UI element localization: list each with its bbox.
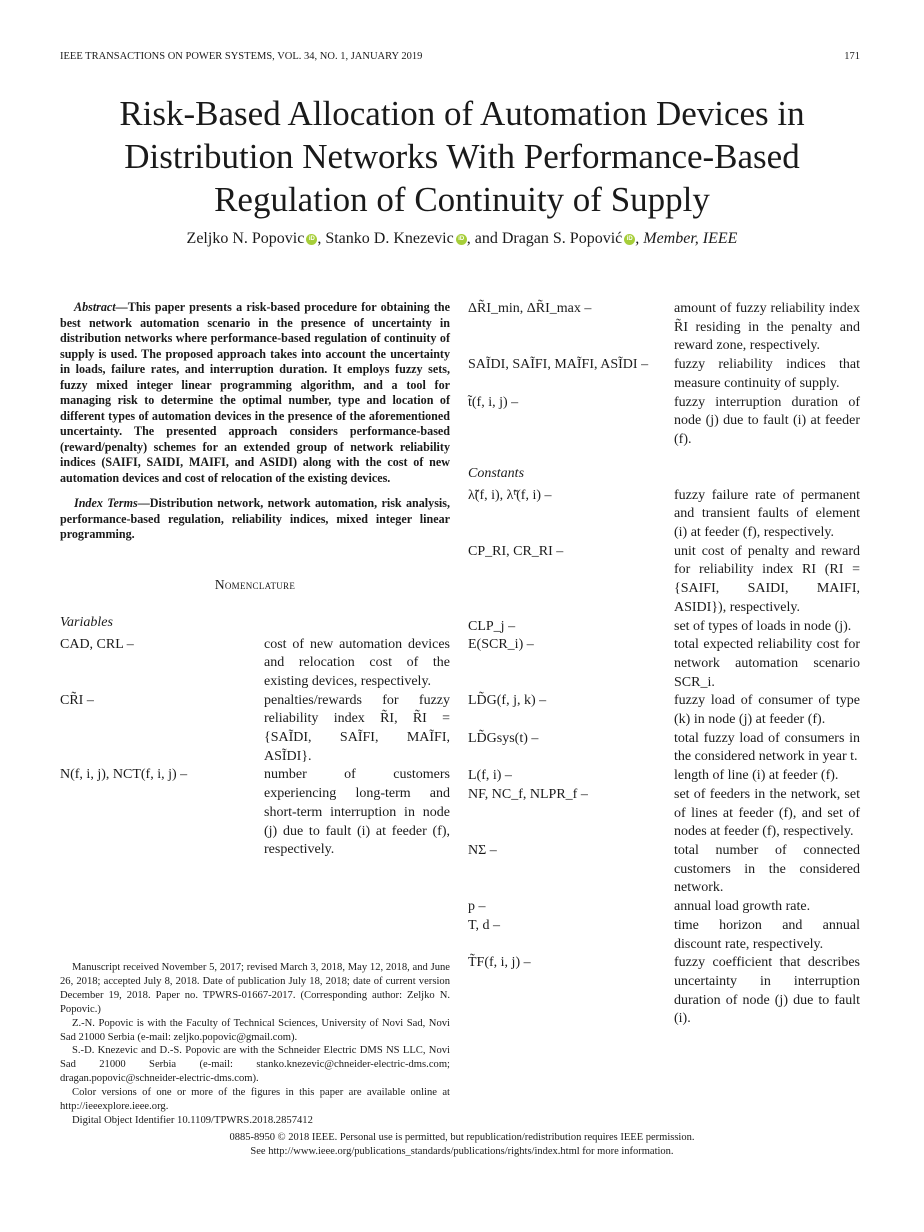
entry-desc: fuzzy coefficient that describes uncertainty in interruption duration of node (j) due to fault (i). (674, 955, 860, 1027)
entry-desc: cost of new automation devices and relocation cost of the existing devices, respectively. (264, 636, 450, 689)
orcid-icon[interactable]: iD (624, 234, 635, 245)
nomenclature-entry (468, 786, 860, 842)
entry-term: T, d – (468, 917, 501, 933)
entry-term: LD̃Gsys(t) – (468, 730, 539, 746)
entry-desc: set of feeders in the network, set of lines at feeder (f), and set of nodes at feeder (f), respectively. (674, 786, 860, 840)
nomenclature-entry (60, 636, 450, 692)
index-terms (60, 496, 450, 543)
entry-term: T̃F(f, i, j) – (468, 955, 531, 971)
index-terms-label: Index Terms— (74, 496, 150, 510)
entry-term: p – (468, 899, 486, 915)
nomenclature-entry (468, 767, 860, 786)
entry-desc: set of types of loads in node (j). (674, 618, 852, 634)
nomenclature-entry (468, 954, 860, 1029)
entry-term: CLP_j – (468, 618, 516, 634)
entry-term: CP_RI, CR_RI – (468, 543, 564, 559)
abstract-label: Abstract— (74, 300, 128, 314)
nomenclature-entry (468, 394, 860, 450)
entry-desc: total number of connected customers in the considered network. (674, 842, 860, 896)
nomenclature-entry (468, 898, 860, 917)
entry-desc: fuzzy interruption duration of node (j) due to fault (i) at feeder (f). (674, 394, 860, 447)
entry-desc: total expected reliability cost for network automation scenario SCR_i. (674, 637, 860, 690)
abstract (60, 300, 450, 486)
footnote: Manuscript received November 5, 2017; revised March 3, 2018, May 12, 2018, and June 26, 2018; accepted July 8, 2018. Date of publication July 18, 2018; date of current version December 19, 2018. Paper no. TPWRS-01667-2017. (Corresponding author: Zeljko N. Popovic.) (60, 962, 450, 1015)
entry-term: L(f, i) – (468, 768, 512, 784)
entry-desc: fuzzy load of consumer of type (k) in node (j) at feeder (f). (674, 693, 860, 728)
running-header (60, 51, 860, 62)
nomenclature-entry (60, 766, 450, 860)
nomenclature-entry (468, 636, 860, 692)
author-membership: , Member, IEEE (635, 230, 738, 247)
nomenclature-heading: Nomenclature (214, 576, 296, 592)
footnote: Color versions of one or more of the figures in this paper are available online at http://ieeexplore.ieee.org. (60, 1087, 450, 1113)
abstract-text: This paper presents a risk-based procedure for obtaining the best network automation scenario in the presence of uncertainty in distribution networks where performance-based regulation of continuity of supply is used. The proposed approach takes into account the uncertainty in loads, failure rates, and interruption duration. It employs fuzzy sets, fuzzy mixed integer linear programming algorithm, and a tool for managing risk to determine the optimal number, type and location of different types of automation devices in the presence of the aforementioned uncertainty. The presented approach considers performance-based (reward/penalty) schemes for an extended group of network reliability indices (SAIFI, SAIDI, MAIFI, and ASIDI) along with the cost of new automation devices and cost of relocation of the existing devices. (60, 300, 450, 485)
nomenclature-entry (468, 543, 860, 618)
entry-desc: total fuzzy load of consumers in the considered network in year t. (674, 730, 860, 765)
entry-term: t̃(f, i, j) – (468, 394, 519, 410)
entry-term: E(SCR_i) – (468, 637, 534, 653)
footnotes (60, 961, 450, 1128)
nomenclature-entry (468, 692, 860, 729)
entry-desc: annual load growth rate. (674, 899, 811, 915)
copyright-notice (60, 1131, 864, 1159)
paper-title: Risk-Based Allocation of Automation Devices in Distribution Networks With Performance-Based Regulation of Continuity of Supply (119, 94, 805, 219)
entry-term: SAĨDI, SAĨFI, MAĨFI, ASĨDI – (468, 357, 649, 373)
entry-term: λ̃(f, i), λ̃ᵗ(f, i) – (468, 487, 552, 503)
entry-term: CAD, CRL – (60, 636, 134, 652)
nomenclature-entry (468, 730, 860, 767)
constants-heading: Constants (468, 465, 525, 481)
nomenclature-entry (468, 487, 860, 543)
orcid-icon[interactable]: iD (306, 234, 317, 245)
author-2: , Stanko D. Knezevic (317, 230, 454, 247)
orcid-icon[interactable]: iD (456, 234, 467, 245)
nomenclature-entry (468, 618, 860, 637)
entry-term: NF, NC_f, NLPR_f – (468, 786, 588, 802)
entry-term: LD̃G(f, j, k) – (468, 693, 547, 709)
nomenclature-entry (60, 692, 450, 767)
author-line (60, 230, 864, 248)
footnote: S.-D. Knezevic and D.-S. Popovic are with the Schneider Electric DMS NS LLC, Novi Sad 21000 Serbia (e-mail: stanko.knezevic@chneider-electric-dms.com; dragan.popovic@schneider-electric-dms.com). (60, 1045, 450, 1085)
entry-term: CR̃I – (60, 692, 94, 708)
entry-desc: fuzzy reliability indices that measure continuity of supply. (674, 357, 860, 391)
entry-desc: number of customers experiencing long-term and short-term interruption in node (j) due to fault (i) at feeder (f), respectively. (264, 767, 450, 858)
entry-desc: unit cost of penalty and reward for reliability index RI (RI = {SAIFI, SAIDI, MAIFI, ASIDI}), respectively. (674, 543, 860, 615)
left-column (60, 300, 450, 860)
entry-desc: fuzzy failure rate of permanent and transient faults of element (i) at feeder (f), respectively. (674, 487, 860, 541)
author-1: Zeljko N. Popovic (186, 230, 305, 247)
journal-info: IEEE TRANSACTIONS ON POWER SYSTEMS, VOL. 34, NO. 1, JANUARY 2019 (60, 51, 423, 62)
author-3: , and Dragan S. Popović (466, 230, 623, 247)
page-number: 171 (844, 51, 860, 62)
right-column (468, 300, 860, 1029)
entry-term: N(f, i, j), NCT(f, i, j) – (60, 767, 188, 783)
footnote: Z.-N. Popovic is with the Faculty of Technical Sciences, University of Novi Sad, Novi Sad 21000 Serbia (e-mail: zeljko.popovic@gmail.com). (60, 1017, 450, 1043)
entry-term: NΣ – (468, 842, 497, 858)
nomenclature-entry (468, 917, 860, 954)
copyright-link-line[interactable]: See http://www.ieee.org/publications_standards/publications/rights/index.html for more information. (250, 1146, 674, 1157)
entry-desc: length of line (i) at feeder (f). (674, 768, 839, 784)
footnote: Digital Object Identifier 10.1109/TPWRS.2018.2857412 (72, 1114, 313, 1126)
index-terms-text: Distribution network, network automation, risk analysis, performance-based regulation, reliability indices, mixed integer linear programming. (60, 496, 450, 541)
nomenclature-entry (468, 300, 860, 356)
entry-desc: time horizon and annual discount rate, respectively. (674, 917, 860, 952)
copyright-line: 0885-8950 © 2018 IEEE. Personal use is permitted, but republication/redistribution requires IEEE permission. (229, 1132, 695, 1143)
entry-desc: penalties/rewards for fuzzy reliability index R̃I, R̃I = {SAĨDI, SAĨFI, MAĨFI, ASĨDI}. (264, 692, 450, 764)
entry-desc: amount of fuzzy reliability index R̃I residing in the penalty and reward zone, respectively. (674, 301, 860, 354)
entry-term: ΔR̃I_min, ΔR̃I_max – (468, 301, 592, 316)
nomenclature-entry (468, 842, 860, 898)
nomenclature-entry (468, 356, 860, 393)
variables-heading: Variables (60, 614, 113, 630)
